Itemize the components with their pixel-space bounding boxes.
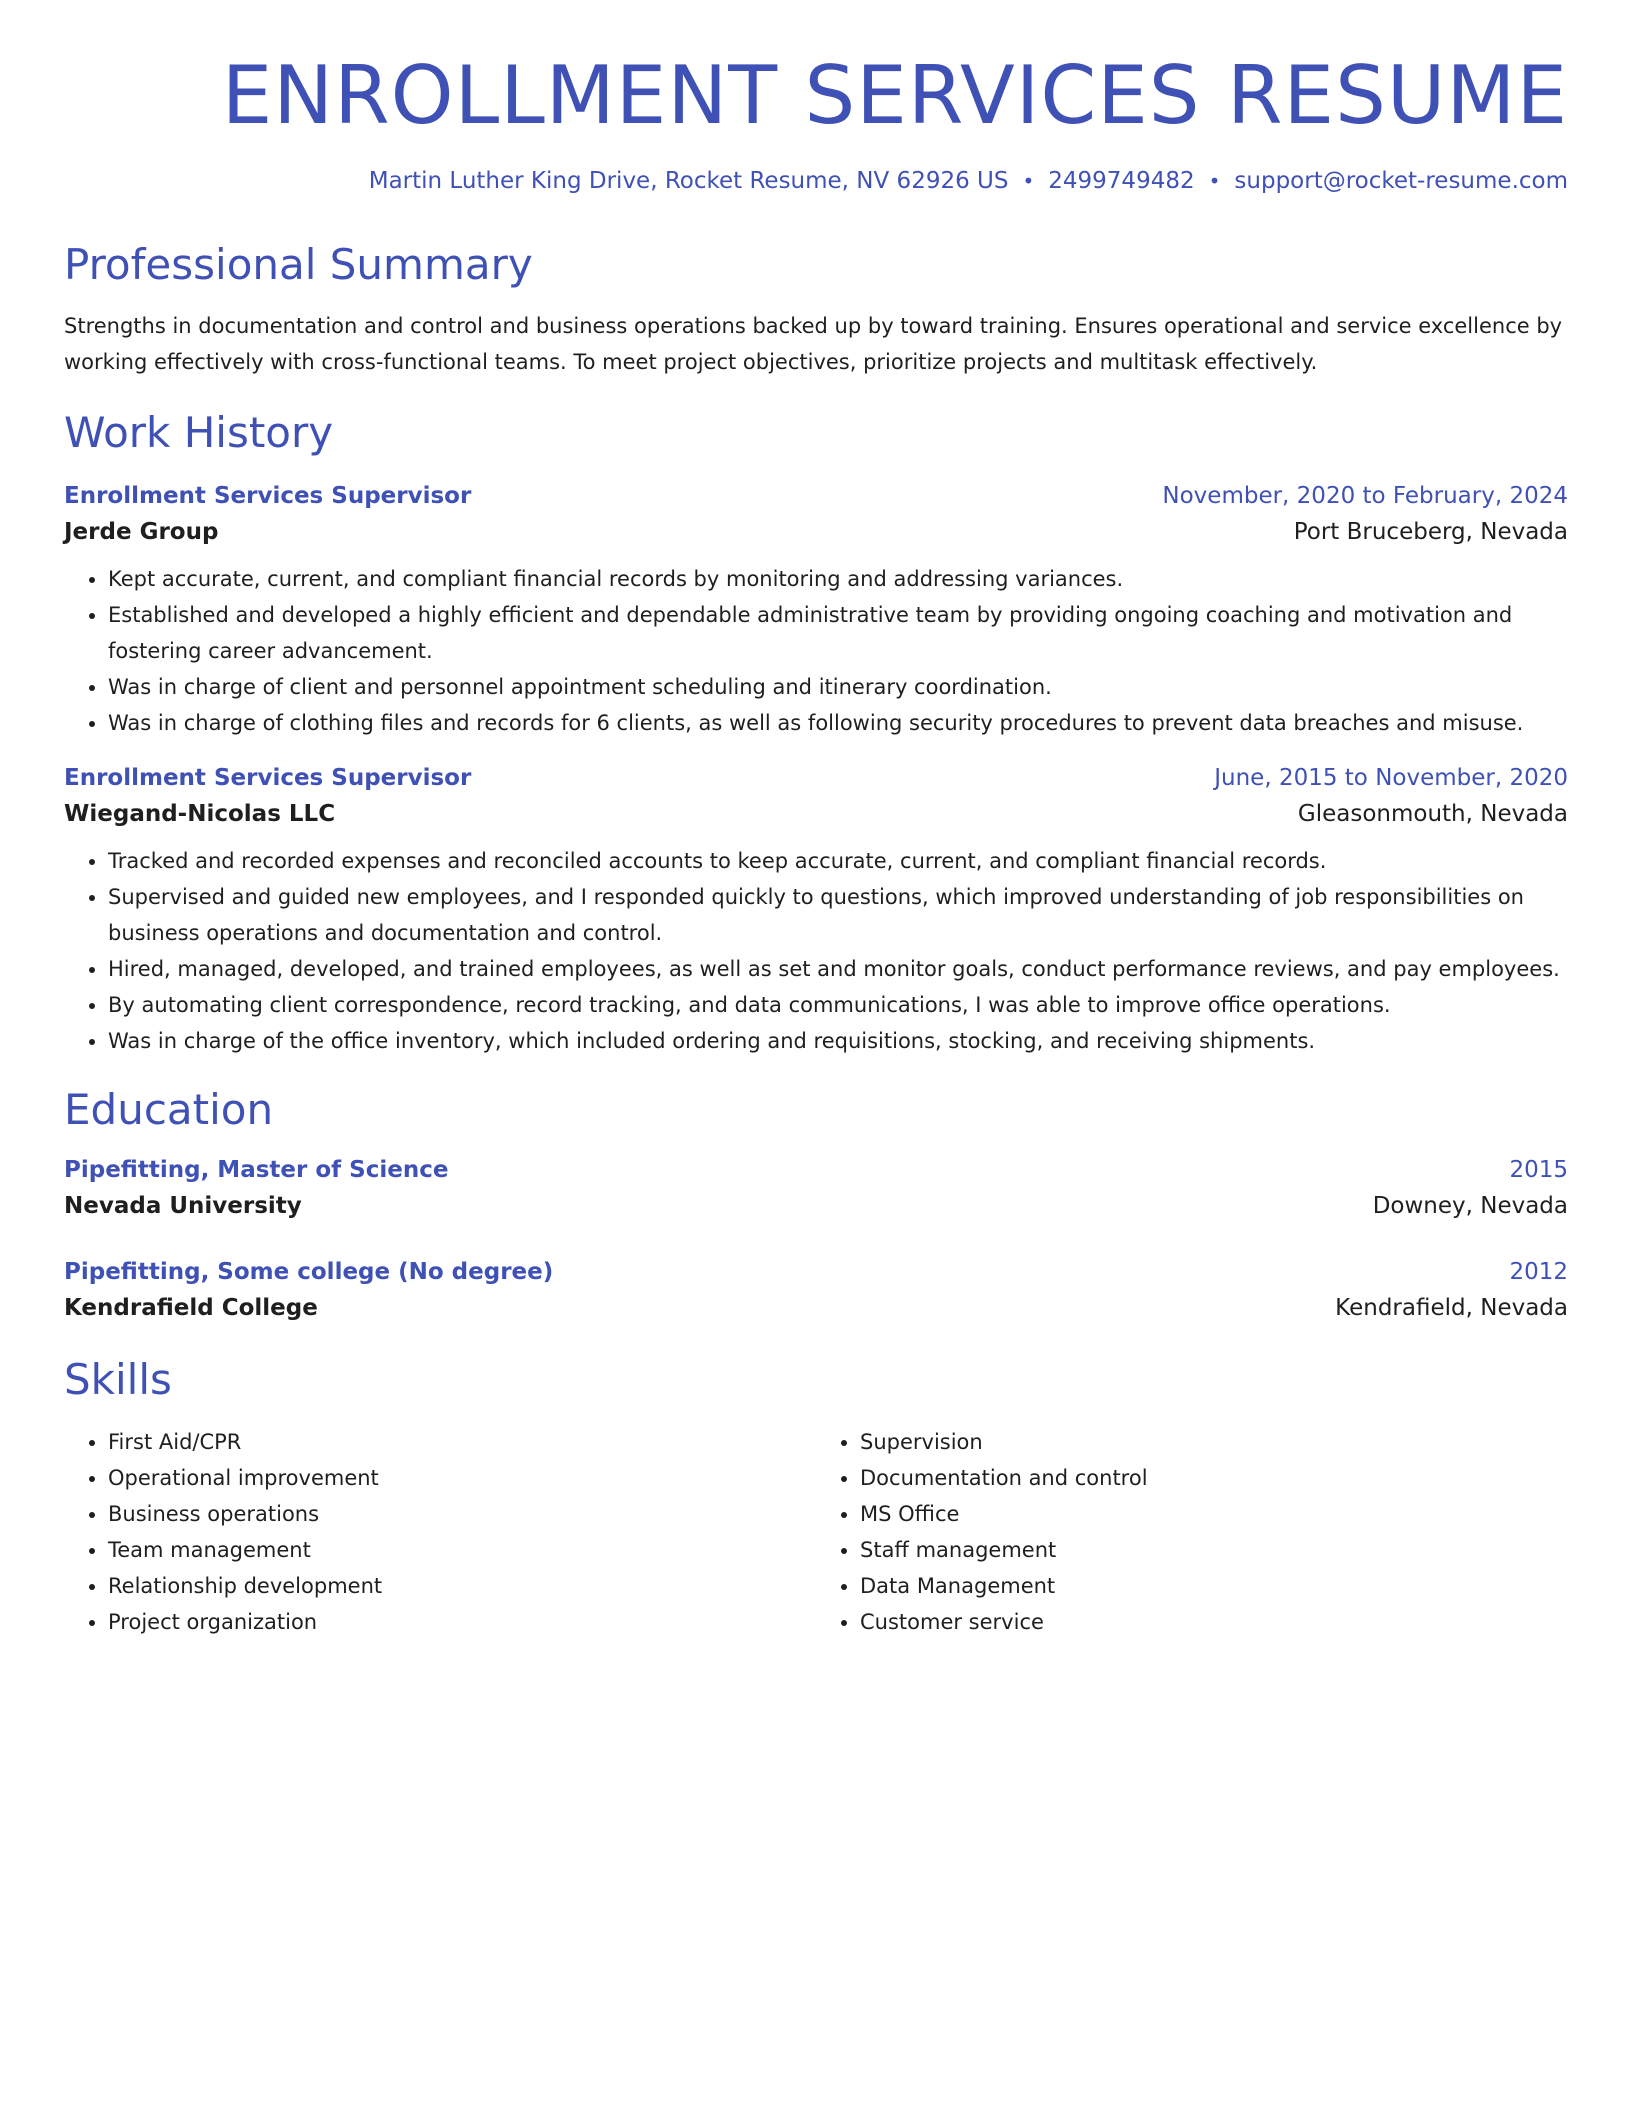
job-bullet: • Supervised and guided new employees, and I responded quickly to questions, which improved understanding of job responsibilities on business operations and documentation and control. [108,879,1568,951]
education-school-row [64,1193,1568,1219]
contact-separator: • [1208,169,1221,193]
skill-item: • Staff management [860,1532,1568,1568]
summary-text: Strengths in documentation and control and business operations backed up by toward training. Ensures operational and service excellence by working effectively with cross-functional teams. To meet project objectives, prioritize projects and multitask effectively. [64,314,1563,375]
contact-separator: • [1022,169,1035,193]
skills-list-right [816,1424,1568,1640]
section-heading-skills: Skills [64,1355,172,1405]
education-school: Nevada University [64,1193,302,1220]
contact-line [64,168,1568,194]
skill-item: • Documentation and control [860,1460,1568,1496]
job-company: Wiegand-Nicolas LLC [64,800,336,827]
job-bullet: • By automating client correspondence, record tracking, and data communications, I was able to improve office operations. [108,987,1568,1023]
education-location: Kendrafield, Nevada [1335,1295,1568,1322]
job-dates: June, 2015 to November, 2020 [1214,764,1568,791]
education-header-row [64,1259,1568,1285]
skill-item: • Relationship development [108,1568,816,1604]
skill-item: • Project organization [108,1604,816,1640]
job-bullet: • Was in charge of the office inventory, which included ordering and requisitions, stocking, and receiving shipments. [108,1023,1568,1059]
job-entry [64,765,1568,1059]
skills-columns [64,1424,1568,1640]
job-company-row [64,519,1568,545]
contact-email[interactable]: support@rocket-resume.com [1234,168,1568,194]
section-heading-work-history: Work History [64,408,334,458]
education-degree: Pipefitting, Master of Science [64,1157,449,1184]
job-bullet: • Was in charge of clothing files and records for 6 clients, as well as following security procedures to prevent data breaches and misuse. [108,705,1568,741]
section-heading-summary: Professional Summary [64,240,533,289]
education-entry [64,1157,1568,1219]
job-bullet: • Established and developed a highly efficient and dependable administrative team by providing ongoing coaching and motivation and fostering career advancement. [108,597,1568,669]
contact-phone: 2499749482 [1048,168,1195,194]
education-year: 2012 [1509,1259,1568,1286]
section-heading-education: Education [64,1084,274,1134]
skill-item: • Supervision [860,1424,1568,1460]
job-dates: November, 2020 to February, 2024 [1162,482,1568,509]
education-header-row [64,1157,1568,1183]
skill-item: • Team management [108,1532,816,1568]
job-bullet: • Was in charge of client and personnel appointment scheduling and itinerary coordination. [108,669,1568,705]
education-year: 2015 [1509,1157,1568,1184]
job-bullet-list [64,561,1568,741]
skills-list-left [64,1424,816,1640]
skill-item: • Customer service [860,1604,1568,1640]
job-bullet-list [64,843,1568,1059]
skill-item: • First Aid/CPR [108,1424,816,1460]
job-entry [64,483,1568,741]
job-role: Enrollment Services Supervisor [64,482,472,509]
job-bullet: • Tracked and recorded expenses and reconciled accounts to keep accurate, current, and compliant financial records. [108,843,1568,879]
job-role: Enrollment Services Supervisor [64,764,472,791]
job-bullet: • Kept accurate, current, and compliant financial records by monitoring and addressing variances. [108,561,1568,597]
job-company-row [64,801,1568,827]
education-entry [64,1259,1568,1321]
job-location: Port Bruceberg, Nevada [1293,518,1568,545]
contact-address: Martin Luther King Drive, Rocket Resume, NV 62926 US [368,168,1009,194]
education-school-row [64,1295,1568,1321]
skill-item: • Operational improvement [108,1460,816,1496]
job-header-row [64,765,1568,791]
job-header-row [64,483,1568,509]
skill-item: • Business operations [108,1496,816,1532]
resume-title: ENROLLMENT SERVICES RESUME [221,49,1568,142]
skill-item: • MS Office [860,1496,1568,1532]
job-bullet: • Hired, managed, developed, and trained employees, as well as set and monitor goals, conduct performance reviews, and pay employees. [108,951,1568,987]
education-location: Downey, Nevada [1372,1193,1568,1220]
job-company: Jerde Group [64,518,219,545]
skill-item: • Data Management [860,1568,1568,1604]
education-degree: Pipefitting, Some college (No degree) [64,1259,554,1286]
job-location: Gleasonmouth, Nevada [1297,800,1568,827]
education-school: Kendrafield College [64,1295,318,1322]
